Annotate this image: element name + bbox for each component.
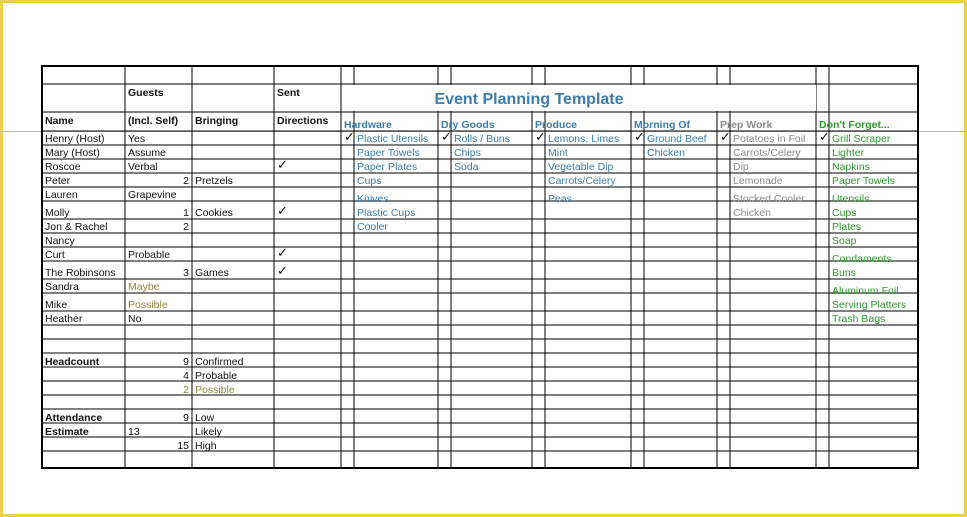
category-item: Chips: [454, 147, 481, 159]
guest-name: Roscoe: [45, 161, 81, 173]
category-item: Cups: [832, 207, 857, 219]
header-bringing: Bringing: [195, 115, 239, 127]
guest-name: The Robinsons: [45, 267, 116, 279]
attendance-value: 13: [128, 426, 140, 438]
guest-name: Curt: [45, 249, 65, 261]
category-item: Condaments: [832, 253, 892, 265]
guest-status: Probable: [128, 249, 171, 261]
category-item: Stocked Cooler: [733, 193, 805, 205]
estimate-label: Estimate: [45, 426, 89, 438]
category-item: Trash Bags: [832, 313, 886, 325]
attendance-value: 15: [177, 440, 189, 452]
directions-sent-check: ✓: [277, 263, 288, 278]
category-item: Cups: [357, 175, 382, 187]
headcount-value: 2: [183, 384, 189, 396]
sheet-title: Event Planning Template: [434, 91, 624, 108]
category-check: ✓: [344, 129, 355, 144]
category-header: Don't Forget...: [819, 119, 890, 131]
category-check: ✓: [441, 129, 452, 144]
category-check: ✓: [720, 129, 731, 144]
category-header: Dry Goods: [441, 119, 495, 131]
category-header: Hardware: [344, 119, 392, 131]
category-header: Prep Work: [720, 119, 773, 131]
category-item: Chicken: [647, 147, 685, 159]
category-item: Plates: [832, 221, 862, 233]
guest-count: 2: [183, 175, 189, 187]
directions-sent-check: ✓: [277, 157, 288, 172]
category-item: Ground Beef: [647, 133, 707, 145]
category-item: Knives: [357, 193, 389, 205]
guest-status: Verbal: [128, 161, 158, 173]
guest-status: Maybe: [128, 281, 160, 293]
guest-name: Mary (Host): [45, 147, 100, 159]
guest-status: No: [128, 313, 142, 325]
headcount-label: Headcount: [45, 356, 100, 368]
attendance-label: Attendance: [45, 412, 103, 424]
guest-name: Molly: [45, 207, 70, 219]
header-guests: Guests: [128, 87, 164, 99]
attendance-value: 9: [183, 412, 189, 424]
guest-name: Sandra: [45, 281, 79, 293]
category-item: Vegetable Dip: [548, 161, 614, 173]
category-item: Lemons, Limes: [548, 133, 620, 145]
category-header: Produce: [535, 119, 578, 131]
guest-bringing: Games: [195, 267, 229, 279]
category-item: Plastic Cups: [357, 207, 416, 219]
headcount-status: Probable: [195, 370, 238, 382]
category-item: Mint: [548, 147, 568, 159]
category-item: Grill Scraper: [832, 133, 891, 145]
category-item: Paper Towels: [357, 147, 420, 159]
directions-sent-check: ✓: [277, 203, 288, 218]
category-item: Cooler: [357, 221, 388, 233]
category-item: Napkins: [832, 161, 870, 173]
category-item: Potatoes in Foil: [733, 133, 806, 145]
guest-count: 2: [183, 221, 189, 233]
category-item: Serving Platters: [832, 299, 907, 311]
header-sent: Sent: [277, 87, 300, 99]
guest-name: Lauren: [45, 189, 78, 201]
category-item: Soap: [832, 235, 857, 247]
guest-bringing: Cookies: [195, 207, 233, 219]
guest-name: Heather: [45, 313, 83, 325]
category-item: Plastic Utensils: [357, 133, 429, 145]
guest-status: Assume: [128, 147, 166, 159]
category-item: Carrots/Celery: [548, 175, 616, 187]
headcount-value: 9: [183, 356, 189, 368]
guest-name: Jon & Rachel: [45, 221, 108, 233]
category-item: Carrots/Celery: [733, 147, 801, 159]
category-item: Chicken: [733, 207, 771, 219]
attendance-status: Likely: [195, 426, 222, 438]
category-check: ✓: [819, 129, 830, 144]
category-check: ✓: [634, 129, 645, 144]
headcount-status: Possible: [195, 384, 235, 396]
header-incl-self: (Incl. Self): [128, 115, 179, 127]
guest-name: Peter: [45, 175, 71, 187]
headcount-status: Confirmed: [195, 356, 244, 368]
guest-count: 1: [183, 207, 189, 219]
attendance-status: High: [195, 440, 217, 452]
category-item: Rolls / Buns: [454, 133, 511, 145]
guest-status: Possible: [128, 299, 168, 311]
header-directions: Directions: [277, 115, 329, 127]
category-item: Dip: [733, 161, 749, 173]
guest-count: 3: [183, 267, 189, 279]
guest-name: Mike: [45, 299, 68, 311]
category-header: Morning Of: [634, 119, 690, 131]
category-item: Peas: [548, 193, 572, 205]
directions-sent-check: ✓: [277, 245, 288, 260]
attendance-status: Low: [195, 412, 215, 424]
category-check: ✓: [535, 129, 546, 144]
category-item: Utensils: [832, 193, 870, 205]
category-item: Aluminum Foil: [832, 285, 899, 297]
category-item: Paper Towels: [832, 175, 895, 187]
category-item: Paper Plates: [357, 161, 418, 173]
guest-name: Nancy: [45, 235, 75, 247]
header-name: Name: [45, 115, 74, 127]
guest-status: Grapevine: [128, 189, 177, 201]
guest-bringing: Pretzels: [195, 175, 233, 187]
headcount-value: 4: [183, 370, 189, 382]
category-item: Lemonade: [733, 175, 783, 187]
guest-status: Yes: [128, 133, 146, 145]
category-item: Soda: [454, 161, 479, 173]
guest-name: Henry (Host): [45, 133, 105, 145]
category-item: Lighter: [832, 147, 865, 159]
category-item: Buns: [832, 267, 856, 279]
